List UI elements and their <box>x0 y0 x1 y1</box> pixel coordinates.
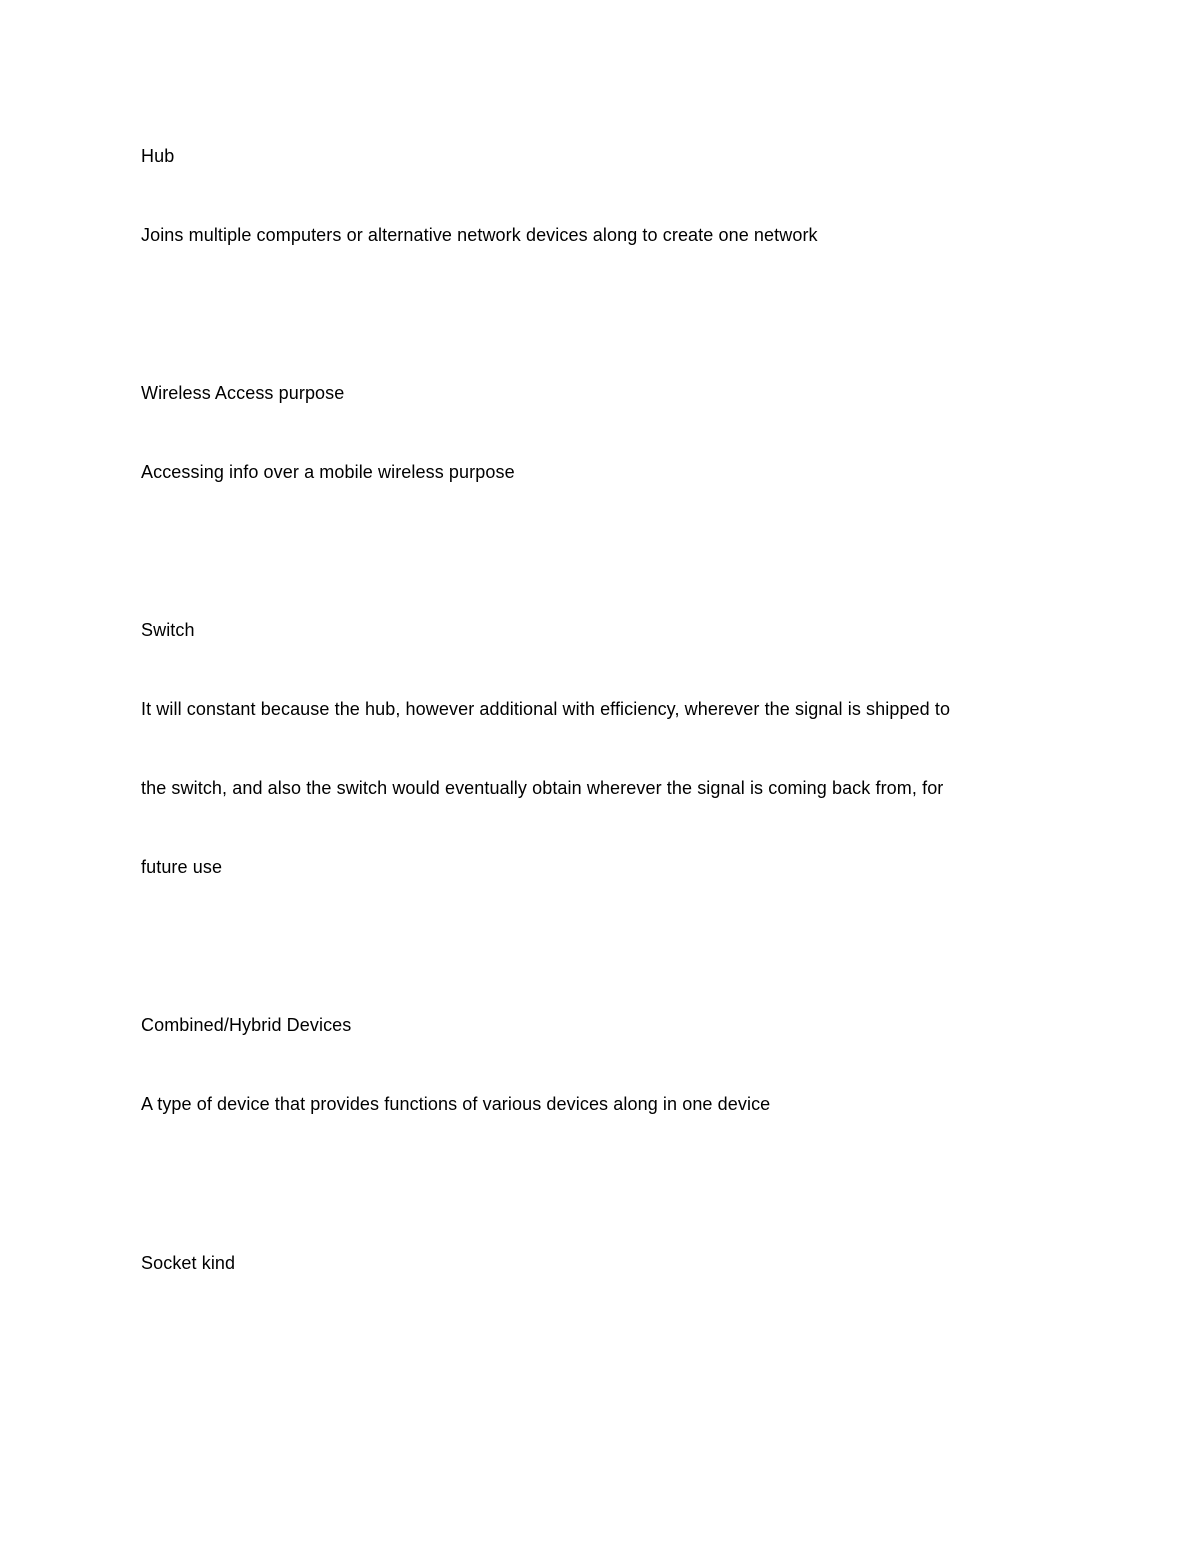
term-hub: Hub <box>141 146 175 166</box>
term-socket-kind: Socket kind <box>141 1253 236 1273</box>
term-switch: Switch <box>141 620 195 640</box>
definition-switch-line-1: It will constant because the hub, however additional with efficiency, wherever the signal is shipped to <box>141 699 951 719</box>
definition-combined-hybrid-devices-line-1: A type of device that provides functions of various devices along in one device <box>141 1094 771 1114</box>
term-combined-hybrid-devices: Combined/Hybrid Devices <box>141 1015 352 1035</box>
term-wireless-access: Wireless Access purpose <box>141 383 345 403</box>
definition-wireless-access-line-1: Accessing info over a mobile wireless purpose <box>141 462 515 482</box>
definition-switch-line-3: future use <box>141 857 223 877</box>
definition-hub-line-1: Joins multiple computers or alternative network devices along to create one network <box>141 225 818 245</box>
definition-switch-line-2: the switch, and also the switch would eventually obtain wherever the signal is coming back from, for <box>141 778 944 798</box>
